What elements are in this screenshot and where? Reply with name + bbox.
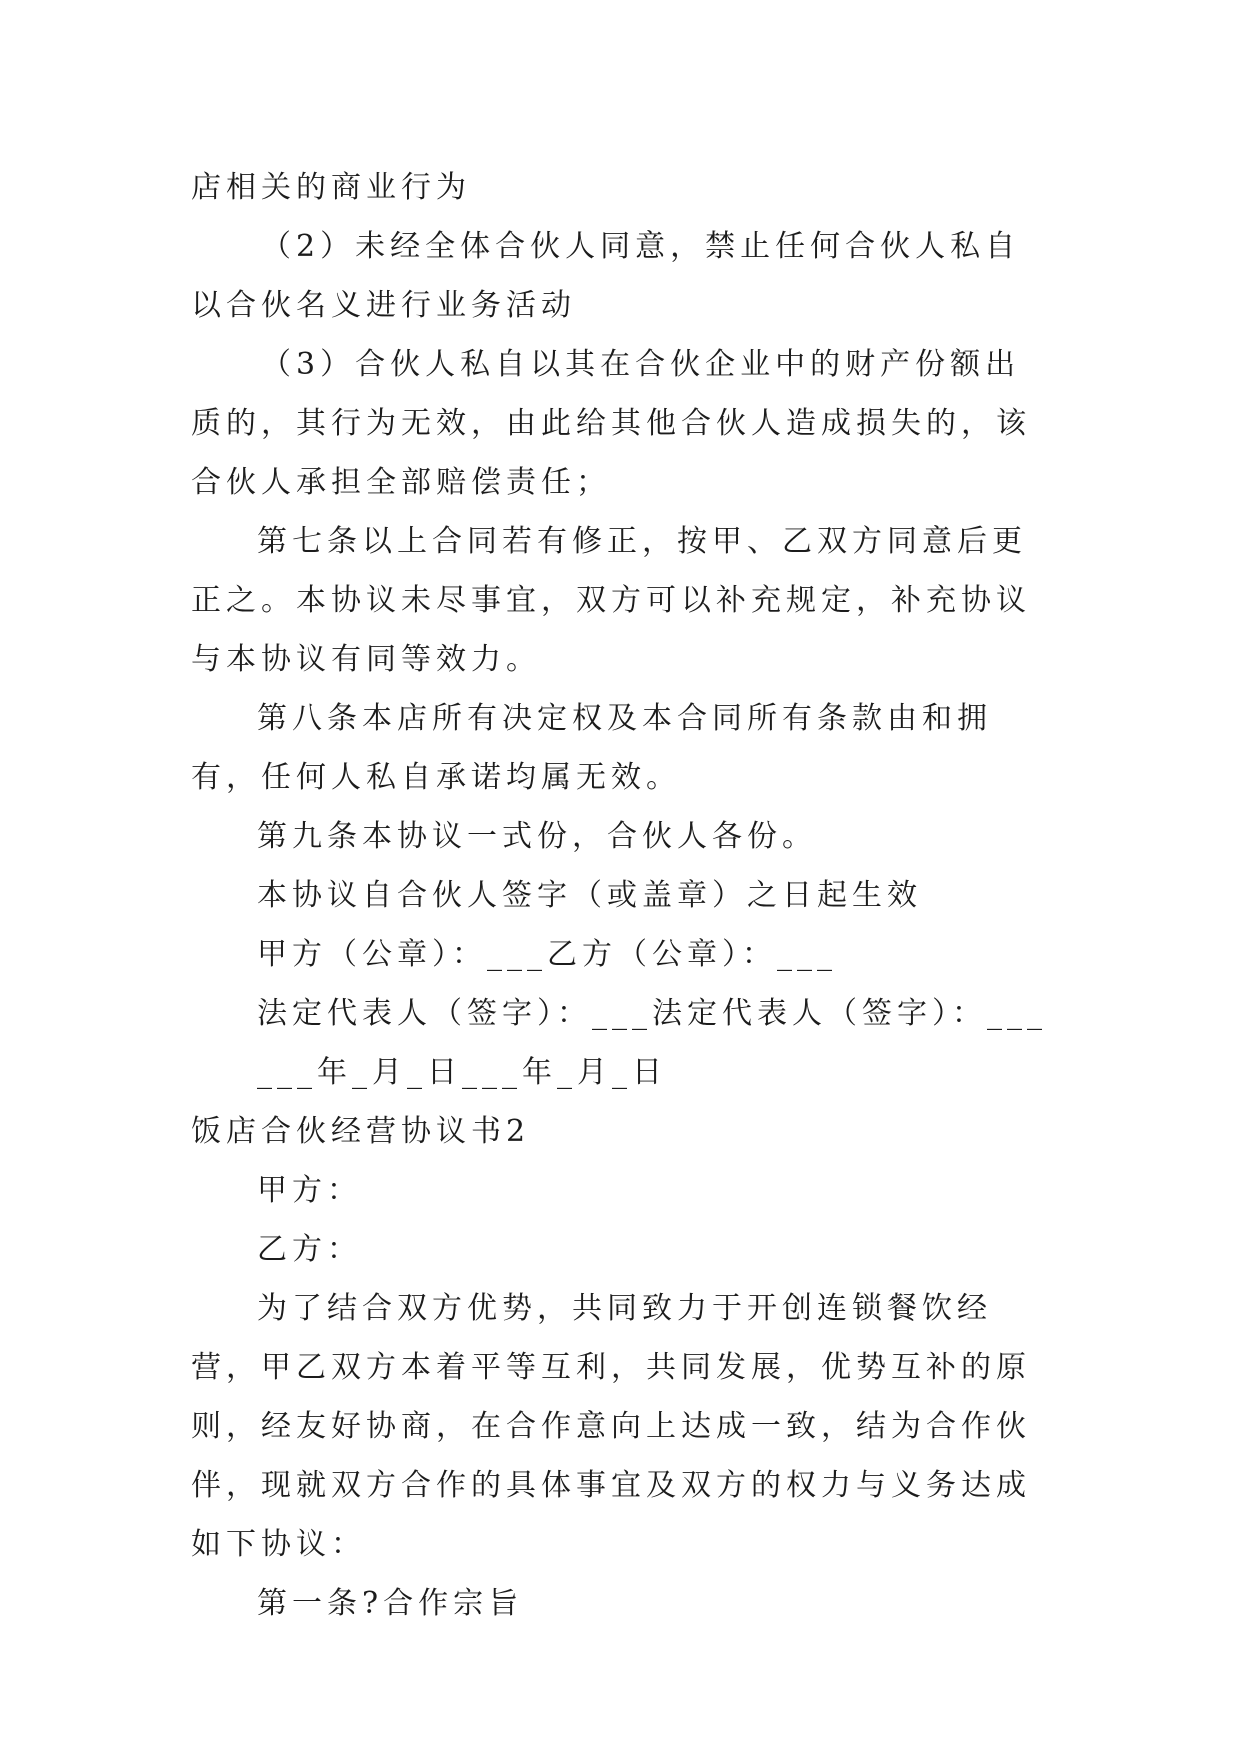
signature-line-seal: 甲方（公章）：___乙方（公章）：___	[257, 937, 837, 972]
document-body	[191, 158, 1051, 1633]
signature-line-date: ___年_月_日___年_月_日	[257, 1055, 667, 1090]
section-title: 饭店合伙经营协议书2	[191, 1114, 531, 1149]
signature-line-representative: 法定代表人（签字）：___法定代表人（签字）：___	[257, 996, 1047, 1031]
paragraph-article-7: 第七条以上合同若有修正，按甲、乙双方同意后更正之。本协议未尽事宜，双方可以补充规定，补充协议与本协议有同等效力。	[191, 524, 1031, 677]
party-b-label: 乙方：	[257, 1232, 362, 1267]
paragraph-clause-2: （2）未经全体合伙人同意，禁止任何合伙人私自以合伙名义进行业务活动	[191, 229, 1021, 323]
paragraph-continuation: 店相关的商业行为	[191, 170, 471, 205]
paragraph-article-1: 第一条?合作宗旨	[257, 1586, 524, 1621]
paragraph-article-9: 第九条本协议一式份，合伙人各份。	[257, 819, 817, 854]
paragraph-clause-3: （3）合伙人私自以其在合伙企业中的财产份额出质的，其行为无效，由此给其他合伙人造成损失的，该合伙人承担全部赔偿责任；	[191, 347, 1031, 500]
paragraph-preamble: 为了结合双方优势，共同致力于开创连锁餐饮经营，甲乙双方本着平等互利，共同发展，优势互补的原则，经友好协商，在合作意向上达成一致，结为合作伙伴，现就双方合作的具体事宜及双方的权力与义务达成如下协议：	[191, 1291, 1031, 1562]
paragraph-article-8: 第八条本店所有决定权及本合同所有条款由和拥有，任何人私自承诺均属无效。	[191, 701, 992, 795]
paragraph-effective: 本协议自合伙人签字（或盖章）之日起生效	[257, 878, 922, 913]
party-a-label: 甲方：	[257, 1173, 362, 1208]
